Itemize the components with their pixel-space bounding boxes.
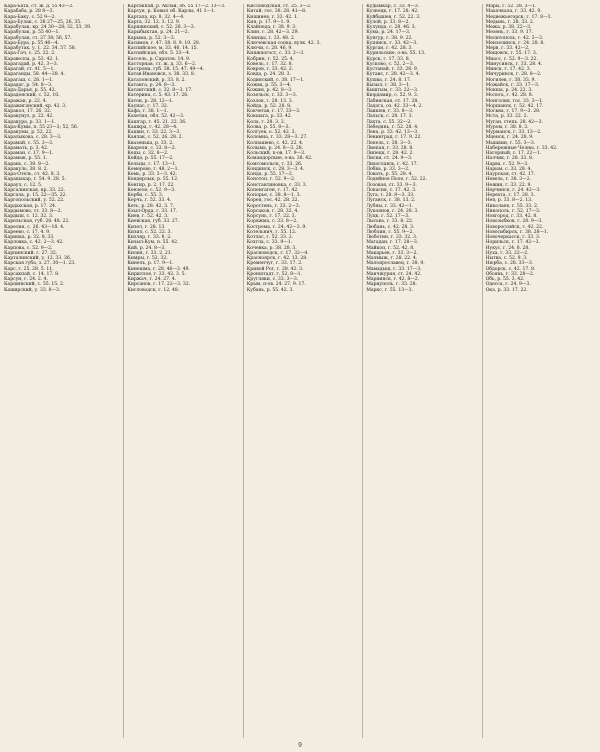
- index-entry: Лиски, ст. 24. 9—3.: [366, 156, 413, 162]
- index-entry: Норильск, г. 17. 42—3.: [485, 240, 540, 246]
- index-entry: Каралыкова, с. 28. 3—3.: [4, 135, 62, 141]
- index-entry: Каражан, р. 22. 4.: [4, 98, 48, 104]
- index-entry: Магадан, г. 17. 28—3.: [366, 240, 419, 246]
- index-entry: Новосибирск, г. 38. 28—1.: [485, 229, 549, 235]
- index-entry: Килия, г. 33. 2. 21.: [127, 250, 173, 256]
- index-entry: Кеды, с. 32. 8—2.: [127, 151, 169, 156]
- index-entry: Каялак, с. 52. 26. 28. 2.: [127, 135, 183, 141]
- index-entry: Лаишев, г. 33. 8—3.: [366, 109, 414, 114]
- index-entry: Кирсанов, г. 17. 22—3. 32.: [127, 282, 190, 288]
- index-entry: Козельск, г. 33. 3—3.: [246, 93, 298, 99]
- index-entry: Красноярск, г. 42. 13. 28.: [246, 256, 308, 261]
- index-entry: Каракол, 17. 26. 32.: [4, 109, 52, 114]
- index-entry: Мичуринск, г. 28. 8—2.: [485, 72, 542, 78]
- index-entry: Кулой, р. 33. 8—2.: [366, 19, 410, 25]
- index-entry: Нуха, г. 33. 22—2.: [485, 250, 529, 256]
- index-entry: Кызыл, г. 38. 3—1.: [366, 82, 411, 88]
- index-entry: Кизел, г. 28. 13.: [127, 224, 166, 230]
- index-entry: Карагай, ст. 41. 5—1.: [4, 67, 55, 72]
- index-entry: Мелитополь, г. 42. 3—3.: [485, 35, 544, 41]
- index-entry: Комсомольск, г. 33. 26.: [246, 161, 303, 167]
- index-entry: Люботин, г. 33. 32. 3.: [366, 235, 418, 240]
- index-entry: Можайск, г. 33. 17—3.: [485, 82, 540, 88]
- index-entry: Карабулак, кр. 24 30—28; 32, 33, 39.: [4, 25, 92, 30]
- index-entry: Кокчетав, г. 17. 33—3.: [246, 109, 301, 114]
- index-entry: Красноводск, г. 17. 32—4.: [246, 250, 309, 256]
- index-entry: Крым, п-ов. 24. 27. 9. 17.: [246, 282, 306, 288]
- index-entry: Карадонский, с. 52. 10.: [4, 93, 60, 99]
- index-column-3: [243, 4, 357, 738]
- index-entry: Курильские, о-ва. 55. 13.: [366, 51, 426, 57]
- index-entry: Колыма, р. 24. 8—3. 28.: [246, 145, 304, 151]
- index-entry: Кеть, р. 28. 42. 3. 7.: [127, 203, 175, 209]
- index-entry: Койда, р. 52. 28. 8.: [246, 103, 292, 109]
- index-entry: Каршинский, с. 55. 15. 2.: [4, 282, 65, 288]
- index-entry: Карыма, р. 52. 3—3.: [127, 35, 176, 41]
- index-entry: Карабулак, ст. 27 38; 56, 57.: [4, 35, 72, 41]
- index-entry: Керчь, г. 52. 33. 4.: [127, 198, 172, 204]
- index-entry: Мерв, г. 33. 42—2.: [485, 46, 530, 51]
- index-entry: Кинешма, г. 28. 46—3. 49.: [127, 266, 190, 272]
- index-entry: Карадаг, р. 54. 8—3.: [4, 82, 53, 88]
- index-column-2: [123, 4, 237, 738]
- index-entry: Кара-Бура, р. 55 46—4.: [4, 40, 60, 46]
- index-entry: Ключевская сопка, вулк. 42. 3.: [246, 40, 321, 46]
- index-entry: Набережные Челны, г. 33. 42.: [485, 145, 558, 151]
- index-entry: Кимры, г. 52. 32.: [127, 256, 168, 261]
- index-entry: Карамать, р. 3. 42.: [4, 145, 49, 151]
- index-entry: Кардымово, ст. 33. 8—2.: [4, 208, 62, 214]
- index-entry: Касторная, ст. ж. д. 33. 6—2.: [127, 61, 197, 67]
- index-entry: Каражиганский, кр. 42. 3.: [4, 103, 67, 109]
- index-entry: Кудымкар, с. 33. 4—3.: [366, 4, 420, 9]
- index-entry: Киев, г. 52. 42. 3.: [127, 214, 169, 219]
- index-entry: Минусинск, г. 33. 28. 4.: [485, 61, 543, 67]
- index-entry: Манчжурия, ст. 24. 42.: [366, 271, 422, 277]
- index-entry: Касимов, г. 47. 38. 8. 9. 10. 28.: [127, 40, 201, 46]
- index-entry: Кострома, г. 24. 42—3. 9.: [246, 224, 307, 230]
- index-entry: Кисловодск, г. 12. 48.: [127, 287, 180, 293]
- index-entry: Карелия, с. 26. 43—18. 4.: [4, 224, 65, 230]
- index-entry: Командорские, о-ва. 38. 42.: [246, 156, 313, 162]
- index-entry: Кодинский, с. 38. 17—1.: [246, 77, 305, 83]
- index-entry: Николаев, г. 55. 33. 2.: [485, 203, 539, 209]
- index-entry: Кубань, р. 55. 42. 3.: [246, 287, 294, 293]
- index-entry: Кемерово, г. 48. 2—1.: [127, 166, 179, 172]
- index-entry: Кашира, г. 42. 28—4.: [127, 124, 178, 130]
- index-entry: Кахетия, обл. 52. 42—3.: [127, 114, 185, 120]
- index-entry: Караул, с. 12. 5.: [4, 182, 43, 188]
- index-entry: Люблин, г. 55. 9—2.: [366, 229, 414, 235]
- index-entry: Катав-Ивановск, з. 38. 33. 8.: [127, 72, 196, 78]
- index-entry: Кронштадт, г. 52. 8—1.: [246, 271, 302, 277]
- index-entry: Керби, с. 55. 3.: [127, 193, 164, 198]
- index-entry: Картала, кр. 8. 32. 4—4.: [127, 14, 185, 20]
- index-entry: Карсун, р. Ковыл об. Карлы, 41 1—1.: [127, 9, 216, 15]
- index-entry: Мста, р. 33. 22. 2.: [485, 114, 528, 120]
- index-entry: Кара-Бата, ст. ж. д. 55 43—3.: [4, 4, 74, 9]
- index-entry: Медынь, г. 28. 33. 2.: [485, 19, 535, 25]
- index-entry: Конда, р. 55. 17—2.: [246, 172, 294, 177]
- index-entry: Кенгир, р. 2. 17. 22.: [127, 182, 175, 188]
- index-entry: Молога, г. 42. 28. 8.: [485, 93, 534, 99]
- index-entry: Кустанай, г. 33. 28. 9.: [366, 67, 419, 72]
- index-entry: Кутаис, г. 28. 42—3. 4.: [366, 72, 420, 78]
- index-entry: Минск, г. 17. 42. 3.: [485, 67, 532, 72]
- index-entry: Кендерлык, р. 55. 12.: [127, 177, 179, 183]
- index-entry: Куйбышев, г. 52. 22. 3.: [366, 14, 421, 20]
- index-entry: Липецк, г. 28. 42. 2.: [366, 151, 414, 156]
- index-entry: Каршинский, с. 52. 28. 3—3.: [127, 25, 196, 30]
- index-entry: Карагаш, с. 28. 1—1.: [4, 77, 54, 83]
- index-entry: Мокша, р. 24. 22. 3.: [485, 88, 533, 93]
- index-entry: Киржач, г. 24. 27. 4.: [127, 277, 177, 282]
- index-entry: Каравелла, р. 53. 42. 1.: [4, 56, 60, 62]
- index-entry: Кожим, р. 42. 8—3.: [246, 88, 293, 93]
- index-entry: Каргала, р. 15. 22—35. 22.: [4, 193, 67, 198]
- index-entry: Муган, степь. 28. 42—3.: [485, 119, 543, 125]
- index-entry: Мариинск, г. 42. 8—2.: [366, 277, 420, 282]
- index-entry: Монголия, гос. 33. 3—1.: [485, 98, 544, 104]
- index-entry: Мурманск, г. 33. 13—2.: [485, 130, 542, 135]
- index-entry: Карабутак, у. 1. 22. 34. 57. 58.: [4, 46, 76, 51]
- index-entry: Кременчуг, г. 33. 17. 2.: [246, 261, 303, 267]
- index-entry: Никополь, г. 52. 17—3.: [485, 208, 541, 214]
- index-entry: Караман, с. 17. 9—1.: [4, 151, 54, 156]
- index-entry: Кишинев, г. 33. 42. 1.: [246, 14, 299, 20]
- index-entry: Каргопольский, у. 52. 22.: [4, 198, 65, 204]
- index-entry: Нерехта, г. 17. 28. 3.: [485, 193, 535, 198]
- index-entry: Клин, г. 28. 42—3. 29.: [246, 30, 299, 36]
- index-entry: Кюрдамир, с. 52. 9. 3.: [366, 93, 419, 99]
- index-entry: Лозовая, ст. 33. 9—3.: [366, 182, 417, 188]
- index-entry: Лысьва, г. 33. 8. 22.: [366, 219, 414, 225]
- index-entry: Нежин, г. 33. 22. 9.: [485, 182, 532, 188]
- index-entry: Копорье, с. 38. 8—1. 3.: [246, 193, 301, 198]
- index-entry: Моршанск, г. 52. 42. 17.: [485, 103, 544, 109]
- index-entry: Козлов, г. 28. 13. 3.: [246, 98, 294, 104]
- index-entry: Кириллов, г. 33. 42. 3. 5.: [127, 271, 186, 277]
- index-entry: Махачкала, г. 33. 42. 9.: [485, 9, 542, 15]
- index-entry: Лахта, с. 55. 32—2.: [366, 119, 412, 125]
- index-entry: Кара-Отель, ст. 42. 8. 3.: [4, 172, 61, 177]
- index-entry: Кокшага, р. 33. 42.: [246, 114, 293, 120]
- index-entry: Кохтла, с. 33. 9—1.: [246, 240, 293, 246]
- index-entry: Коломна, г. 33. 28—3. 27.: [246, 135, 308, 141]
- index-entry: Копенгаген, г. 17. 42.: [246, 187, 299, 193]
- index-entry: Кзыл-Орда, г. 33. 17.: [127, 208, 178, 214]
- index-entry: Карта, 32. 12. 3. 12. 9.: [127, 19, 181, 25]
- index-entry: Кисловодская, ст. 25. 3—2.: [246, 4, 312, 9]
- index-column-1: [4, 4, 118, 738]
- index-entry: Каунас, г. 17. 32.: [127, 103, 169, 109]
- index-entry: Карабулак, р. 55 40—1.: [4, 30, 60, 36]
- index-entry: Кондинск, с. 28. 3—3. 4.: [246, 166, 305, 172]
- index-entry: Карпинский, г. 27. 32.: [4, 250, 58, 256]
- index-entry: Кара-Дарья, р. 55. 42.: [4, 88, 57, 93]
- index-entry: Ковель, г. 17. 32. 8.: [246, 61, 293, 67]
- index-entry: Мариуполь, г. 33. 28.: [366, 282, 417, 288]
- index-entry: Малмыж, г. 28. 22. 4.: [366, 256, 418, 261]
- index-entry: Миасс, г. 52. 9—3. 22.: [485, 56, 538, 62]
- index-entry: Коростень, г. 33. 2—3.: [246, 203, 301, 209]
- index-entry: Катерина, с. 5. 43. 17. 26.: [127, 93, 189, 99]
- index-entry: Муром, г. 38. 8. 3.: [485, 124, 529, 130]
- index-entry: Луцк, г. 52. 17—3.: [366, 214, 410, 219]
- index-entry: Княжпогост, с. 33. 2—3.: [246, 51, 305, 57]
- index-entry: Карс, г. 25. 28. 5. 11.: [4, 266, 54, 272]
- index-entry: Кейда, р. 55. 17—2.: [127, 156, 174, 162]
- index-entry: Кривой Рог, г. 28. 42. 3.: [246, 266, 304, 272]
- index-entry: Мещовск, г. 55. 17. 3.: [485, 51, 538, 57]
- index-entry: Кварели, с. 33. 8—2.: [127, 145, 176, 151]
- index-entry: Кожва, р. 55. 3—4.: [246, 82, 292, 88]
- index-entry: Нерчинск, г. 24. 42—3.: [485, 187, 541, 193]
- index-entry: Кензеле, с. 52. 9—3.: [127, 187, 176, 193]
- index-entry: Нюрба, с. 28. 33—3.: [485, 261, 534, 267]
- index-entry: Карамык, р. 55. 1.: [4, 156, 48, 162]
- index-entry: Маркс, г. 55. 13—3.: [366, 287, 413, 293]
- index-entry: Кастрома, губ. 38. 15. 47. 49—4.: [127, 67, 205, 72]
- index-entry: Кулунда, с. 28. 46. 3.: [366, 25, 416, 30]
- index-entry: Ковров, г. 33. 42. 2.: [246, 67, 294, 72]
- index-entry: Могилев, г. 38. 33. 9.: [485, 77, 536, 83]
- index-entry: Мезень, г. 33. 9. 17.: [485, 30, 533, 36]
- index-entry: Коряжма, с. 33. 8—2.: [246, 219, 298, 225]
- index-entry: Карагадай, р. 42. 3—3.: [4, 61, 59, 67]
- index-entry: Кара-Баку, с. 52 9—2.: [4, 14, 56, 20]
- index-entry: Обь, р. 55. 3. 42.: [485, 277, 525, 282]
- index-entry: Лопасня, с. 17. 42. 3.: [366, 187, 417, 193]
- index-entry: Константиновка, с. 33. 3.: [246, 182, 308, 188]
- index-entry: Мары, г. 52. 28. 3—1.: [485, 4, 537, 9]
- index-entry: Колгуев, о. 52. 42. 3.: [246, 130, 296, 135]
- index-entry: Лукоянов, г. 24. 28. 3.: [366, 208, 419, 214]
- index-entry: Мензелинск, г. 24. 28. 8.: [485, 40, 545, 46]
- index-entry: Караганды, 58. 44—28. 4.: [4, 72, 65, 78]
- index-entry: Клайпеда, г. 38. 9. 3.: [246, 25, 297, 30]
- index-entry: Обдорск, с. 42. 17. 8.: [485, 266, 536, 272]
- index-entry: Кинель, р. 17. 9—1.: [127, 261, 174, 267]
- index-entry: Карыбыктан, р. 24. 21—2.: [127, 30, 190, 36]
- index-entry: Котлас, г. 52. 33. 2.: [246, 235, 294, 240]
- index-entry: Кашин, г. 33. 22. 3—3.: [127, 130, 181, 135]
- index-entry: Кусково, с. 52. 2—3.: [366, 61, 415, 67]
- index-entry: Кушва, г. 24. 8. 17.: [366, 77, 412, 83]
- index-entry: Кий, р. 24. 8—3.: [127, 245, 166, 251]
- index-entry: Квазенька, р. 33. 2.: [127, 140, 174, 146]
- index-entry: Каширский, у. 33. 8—3.: [4, 287, 61, 293]
- index-entry: Купянск, г. 33. 42—3.: [366, 40, 418, 46]
- index-entry: Катангский, с. 32. 8—3. 17.: [127, 88, 193, 93]
- gazetteer-index-page: [4, 4, 596, 738]
- index-entry: Лальск, с. 28. 17. 3.: [366, 114, 413, 120]
- page-number: 9: [298, 742, 302, 749]
- index-entry: Нарва, г. 52. 9—3.: [485, 161, 529, 167]
- index-entry: Корсунь, г. 17. 22. 3.: [246, 214, 296, 219]
- index-entry: Любань, с. 42. 28. 3.: [366, 224, 415, 230]
- index-entry: Кума, р. 24. 17—3.: [366, 30, 411, 36]
- index-entry: Ковда, р. 24. 28. 3.: [246, 72, 291, 78]
- index-entry: Ока, р. 33. 17. 22.: [485, 287, 528, 293]
- index-entry: Макарьев, г. 33. 3—2.: [366, 250, 418, 256]
- index-entry: Нея, р. 33. 8—2. 13.: [485, 198, 533, 204]
- index-entry: Налчик, г. 28. 33. 8.: [485, 156, 534, 162]
- index-entry: Лубны, г. 33. 42—1.: [366, 203, 414, 209]
- index-entry: Кобрин, г. 52. 25. 4.: [246, 56, 295, 62]
- index-entry: Кругляки, с. 33. 3—3.: [246, 277, 299, 282]
- index-entry: Одесса, г. 24. 9—3.: [485, 282, 531, 288]
- index-entry: Лепель, г. 38. 3—3.: [366, 140, 412, 146]
- index-entry: Колва, р. 55. 8—3.: [246, 124, 290, 130]
- index-entry: Карсакпай, с. 14. 17. 8.: [4, 271, 60, 277]
- index-entry: Клинцы, г. 33. 48. 2.: [246, 35, 296, 41]
- index-entry: Новороссийск, г. 42. 22.: [485, 224, 544, 230]
- index-entry: Кизыл-Кум, п. 55. 42.: [127, 240, 179, 246]
- index-entry: Медвежьегорск, г. 17. 8—3.: [485, 14, 552, 20]
- index-entry: Нагорный, с. 17. 22—1.: [485, 151, 542, 156]
- index-entry: Кассель, р. Саратов. 14. 9.: [127, 56, 191, 62]
- index-entry: Лиепая, г. 33. 28. 8.: [366, 145, 414, 151]
- index-entry: Каталонский, р. 33. 8. 2.: [127, 77, 186, 83]
- index-entry: Москва, г. 17. 9—3. 28.: [485, 109, 541, 114]
- index-entry: Каракуль, 38. 8. 2.: [4, 166, 48, 172]
- index-entry: Корея, гос. 42. 28. 22.: [246, 198, 299, 204]
- index-entry: Кизил, с. 52. 22. 3.: [127, 229, 172, 235]
- index-entry: Кунгур, г. 38. 9. 22.: [366, 35, 413, 41]
- index-entry: Китай, гос. 38. 28. 41—8.: [246, 9, 307, 15]
- index-entry: Кардахская, р. 17. 24.: [4, 203, 57, 209]
- index-entry: Каракумы, р. 52. 22.: [4, 130, 53, 135]
- index-entry: Каргалинская, кр. 33. 22.: [4, 187, 65, 193]
- index-entry: Курган, г. 42. 28. 3.: [366, 46, 413, 51]
- index-entry: Лобва, р. 33. 3—2.: [366, 166, 410, 172]
- index-entry: Кочевка, р. 38. 28. 3.: [246, 245, 297, 251]
- index-entry: Межа, р. 38. 22—3.: [485, 25, 532, 30]
- index-entry: Киевская, губ. 33. 27.: [127, 219, 180, 225]
- index-entry: Кара-Булак, с. 38 27—25, 26, 35.: [4, 19, 82, 25]
- index-entry: Карталинский, у. 12. 33. 36.: [4, 256, 72, 261]
- index-entry: Нукус, г. 24. 8. 28.: [485, 245, 530, 251]
- index-entry: Кафа, г. 38. 1—1.: [127, 109, 169, 114]
- index-entry: Новгород, г. 33. 42. 8.: [485, 214, 538, 219]
- index-entry: Карамай, с. 55. 3—3.: [4, 140, 54, 146]
- index-entry: Лихославль, г. 42. 17.: [366, 161, 418, 167]
- index-entry: Лебедянь, г. 52. 28. 4.: [366, 124, 419, 130]
- index-entry: Каспийское, м. 33. 46. 14. 15.: [127, 46, 198, 51]
- index-entry: Кола, г. 28. 3. 2.: [246, 119, 286, 125]
- index-entry: Конотоп, г. 52. 9—2.: [246, 177, 296, 183]
- index-entry: Корсаков, г. 28. 32. 4.: [246, 208, 299, 214]
- index-entry: Ключи, с. 28. 46. 9.: [246, 46, 293, 51]
- index-entry: Кашгар, г. 45. 21. 22. 36.: [127, 119, 187, 125]
- index-entry: Курск, г. 17. 33. 8.: [366, 56, 410, 62]
- index-entry: Новочеркасск, г. 33. 3.: [485, 235, 541, 240]
- index-entry: Кузнецк, г. 17. 28. 42.: [366, 9, 419, 15]
- index-entry: Карань, с. 38. 8—2.: [4, 161, 50, 167]
- index-entry: Ленинград, г. 17. 9. 22.: [366, 135, 422, 141]
- index-entry: Карская губа, з. 27. 30—1. 23.: [4, 261, 76, 267]
- index-entry: Карсакпай, р. Аклаи, об. 55 17—2. 13—3.: [127, 4, 226, 9]
- index-entry: Колпашево, с. 42. 22. 4.: [246, 140, 304, 146]
- index-entry: Карельская, губ. 28. 48. 22.: [4, 219, 70, 225]
- index-entry: Малоярославец, г. 38. 9.: [366, 261, 425, 267]
- index-entry: Кизляр, г. 33. 8. 2.: [127, 235, 172, 240]
- index-entry: Невель, г. 38. 3—2.: [485, 177, 532, 183]
- index-entry: Кельцы, г. 17. 13—1.: [127, 161, 177, 167]
- index-entry: Каракура, р. 33. 1—1.: [4, 119, 56, 125]
- index-entry: Кара-Гач, с. 25. 22. 2.: [4, 51, 56, 57]
- index-entry: Новозыбков, г. 28. 9—3.: [485, 219, 543, 225]
- index-entry: Кара-Кумы, п. 55 23—3; 52, 56.: [4, 124, 79, 130]
- index-entry: Кареево, с. 17. 4. 9.: [4, 229, 51, 235]
- index-entry: Карабаба, р. 28 8—3.: [4, 9, 54, 15]
- index-entry: Карловка, с. 42. 2—3. 42.: [4, 240, 64, 246]
- index-entry: Мамадыш, г. 33. 17—3.: [366, 266, 422, 272]
- index-entry: Луга, г. 28. 8—3. 33.: [366, 193, 415, 198]
- index-entry: Нарым, с. 33. 28. 4.: [485, 166, 532, 172]
- index-entry: Кардыш, с. 12. 32. 3.: [4, 214, 54, 219]
- index-entry: Котельнич, г. 55. 12.: [246, 229, 297, 235]
- index-column-4: [362, 4, 476, 738]
- index-entry: Кыштым, г. 33. 22—3.: [366, 88, 419, 93]
- index-entry: Кольский, п-ов. 17. 9—3.: [246, 151, 306, 156]
- index-entry: Лабинская, ст. 17. 28.: [366, 98, 419, 104]
- index-entry: Карсун, г. 24. 2. 4.: [4, 277, 48, 282]
- index-entry: Наурская, ст. 42. 17.: [485, 172, 536, 177]
- index-entry: Катон, р. 28. 12—1.: [127, 98, 174, 104]
- index-entry: Мышкин, г. 55. 3—3.: [485, 140, 536, 146]
- index-entry: Катанга, р. 24. 8—3.: [127, 82, 176, 88]
- index-entry: Карашахар, г. 54. 9. 28. 5.: [4, 177, 66, 183]
- index-entry: Карпова, с. 52. 9—2.: [4, 245, 53, 251]
- index-entry: Обоянь, г. 33. 28—2.: [485, 271, 535, 277]
- index-entry: Луганск, г. 38. 13. 2.: [366, 198, 416, 204]
- index-entry: Мценск, г. 24. 28. 9.: [485, 135, 534, 141]
- index-entry: Каракунуз, р. 22. 42.: [4, 114, 54, 120]
- index-entry: Каринка, р. 32. 8. 33.: [4, 235, 55, 240]
- index-entry: Ловать, р. 55. 28. 4.: [366, 172, 413, 177]
- index-entry: Майкоп, г. 52. 42. 8.: [366, 245, 415, 251]
- index-entry: Кемь, р. 33. 3—3. 42.: [127, 172, 177, 177]
- index-column-5: [482, 4, 596, 738]
- index-entry: Ладога, оз. 42. 33—4. 2.: [366, 103, 423, 109]
- index-entry: Кия, р. 17. 9—1. 9.: [246, 19, 291, 25]
- index-entry: Лодейное Поле, г. 52. 22.: [366, 177, 427, 183]
- index-entry: Каспийская, обл. 5. 33—4.: [127, 51, 191, 57]
- index-entry: Лена, р. 33. 42. 13—3.: [366, 130, 419, 135]
- index-entry: Нытва, с. 52. 9. 3.: [485, 256, 528, 261]
